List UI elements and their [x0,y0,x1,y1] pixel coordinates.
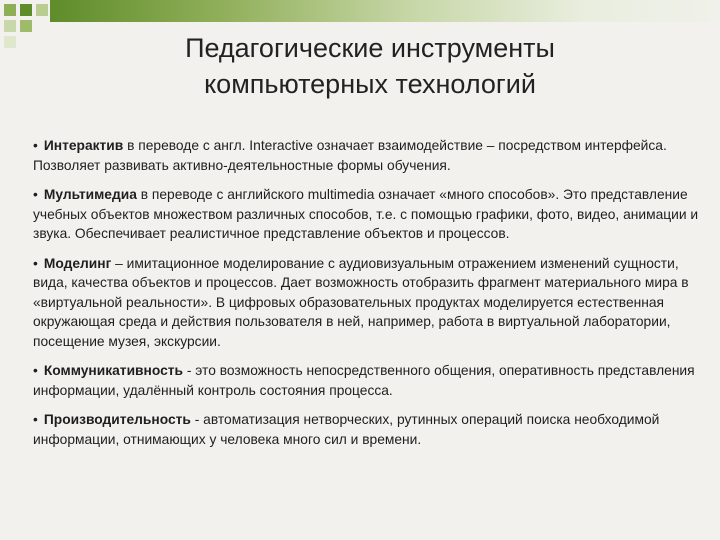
list-item-communicativeness [33,361,709,400]
list-item-productivity [33,410,709,449]
item-term: Моделинг [43,255,112,271]
list-item-multimedia [33,185,709,244]
bullet-icon: • [33,363,38,378]
item-text: в переводе с англ. Interactive означает взаимодействие – посредством интерфейса. Позволяет развивать активно-деятельностные формы обучения. [33,138,667,173]
list-item-interactive [33,136,709,175]
item-text: - это возможность непосредственного общения, оперативность представления информации, удалённый контроль состояния процесса. [33,363,695,398]
item-term: Интерактив [43,138,124,153]
item-term: Производительность [43,412,191,427]
bullet-icon: • [33,138,38,153]
slide-content [33,136,709,459]
item-text: в переводе с английского multimedia означает «много способов». Это представление учебных объектов множеством различных способов, т.е. с помощью графики, фото, видео, анимации и звука. Обеспечивает реалистичное представление объектов и процессов. [33,187,699,241]
bullet-icon: • [33,187,38,202]
list-item-modeling [33,254,709,352]
item-term: Мультимедиа [43,187,137,202]
header-stripe [50,0,720,22]
bullet-icon: • [33,412,38,427]
item-term: Коммуникативность [43,363,184,378]
slide-title: Педагогические инструменты компьютерных технологий [185,33,555,99]
item-text: - автоматизация нетворческих, рутинных операций поиска необходимой информации, отнимающих у человека много сил и времени. [33,412,660,447]
item-text: – имитационное моделирование с аудиовизуальным отражением изменений сущности, вида, качества объектов и процессов. Дает возможность отобразить фрагмент материального мира в «виртуальной реальности». В цифровых образовательных продуктах моделируется естественная окружающая среда и действия пользователя в ней, например, работа в виртуальной лаборатории, посещение музея, экскурсии. [33,255,689,349]
bullet-icon: • [33,255,38,271]
corner-squares-decoration [0,0,60,50]
